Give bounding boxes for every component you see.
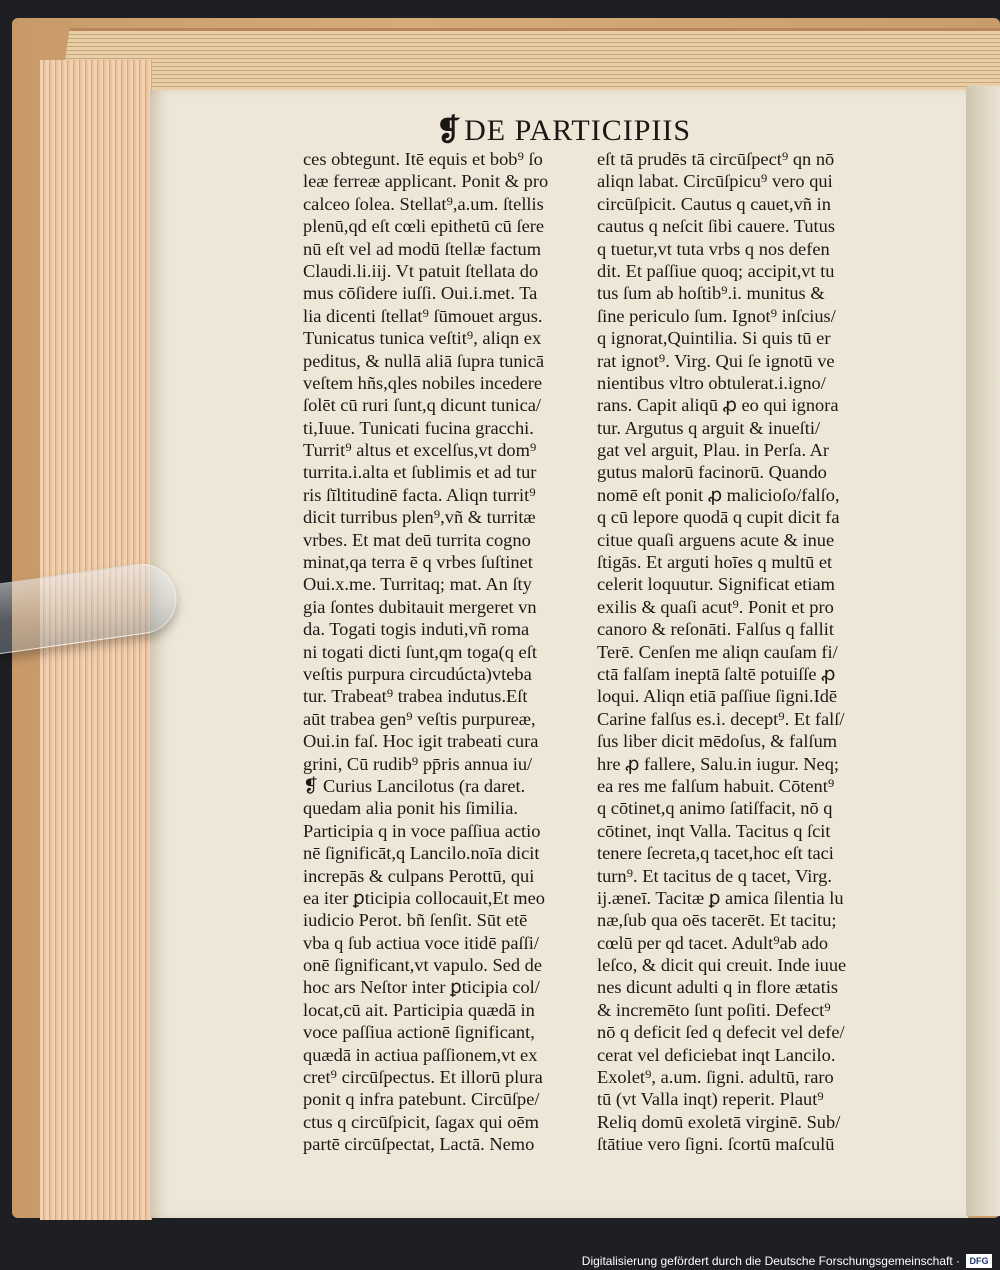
- text-line: cœlū per qd tacet. Adult⁹ab ado: [597, 932, 829, 953]
- text-line: onē ſignificant,vt vapulo. Sed de: [303, 955, 543, 976]
- text-line: citue quaſi arguens acute & inue: [597, 529, 835, 550]
- text-line: ij.æneī. Tacitæ ꝑ amica ſilentia lu: [597, 887, 844, 908]
- text-line: tur. Argutus q arguit & inueſti/: [597, 417, 821, 438]
- text-line: Terē. Cenſen me aliqn cauſam fi/: [597, 641, 838, 662]
- text-line: ſus liber dicit mēdoſus, & falſum: [597, 731, 838, 752]
- text-line: leſco, & dicit qui creuit. Inde iuue: [597, 955, 847, 976]
- text-line: canoro & reſonāti. Falſus q fallit: [597, 619, 834, 640]
- text-line: da. Togati togis induti,vñ roma: [303, 619, 530, 640]
- text-line: ea iter ꝑticipia collocauit,Et meo: [303, 887, 545, 908]
- text-line: nū eſt vel ad modū ſtellæ factum: [303, 238, 542, 259]
- text-line: eſt tā prudēs tā circūſpect⁹ qn nō: [597, 149, 835, 169]
- text-line: veſtis purpura circudúcta)vteba: [303, 663, 532, 684]
- text-line: ea res me falſum habuit. Cōtent⁹: [597, 775, 835, 796]
- right-text-column: [597, 148, 846, 1156]
- text-line: ctā falſam ineptā ſaltē potuiſſe ꝓ: [597, 663, 836, 684]
- left-text-column: [303, 148, 548, 1156]
- text-line: Oui.in faſ. Hoc igit trabeati cura: [303, 731, 539, 752]
- text-line: hoc ars Neſtor inter ꝑticipia col/: [303, 977, 540, 998]
- text-line: Carine falſus es.i. decept⁹. Et falſ/: [597, 708, 845, 729]
- text-line: tū (vt Valla inqt) reperit. Plaut⁹: [597, 1089, 824, 1110]
- text-line: ❡ Curius Lancilotus (ra daret.: [303, 775, 526, 796]
- facing-page-edge: [966, 86, 1000, 1216]
- text-line: exilis & quaſi acut⁹. Ponit et pro: [597, 596, 834, 617]
- book-top-edge: [60, 28, 1000, 97]
- text-line: turn⁹. Et tacitus de q tacet, Virg.: [597, 865, 832, 886]
- text-line: cret⁹ circūſpectus. Et illorū plura: [303, 1067, 543, 1088]
- text-line: ris ſīltitudinē facta. Aliqn turrit⁹: [303, 484, 536, 505]
- text-line: rans. Capit aliqū ꝓ eo qui ignora: [597, 395, 839, 416]
- text-line: ſtātiue vero ſigni. ſcortū maſculū: [597, 1134, 835, 1155]
- text-line: calceo ſolea. Stellat⁹,a.um. ſtellis: [303, 193, 544, 214]
- text-line: nomē eſt ponit ꝓ malicioſo/falſo,: [597, 484, 840, 505]
- text-line: Tunicatus tunica veſtit⁹, aliqn ex: [303, 328, 542, 349]
- text-line: increpās & culpans Perottū, qui: [303, 865, 535, 886]
- text-line: ponit q infra patebunt. Circūſpe/: [303, 1089, 540, 1110]
- page-heading: [436, 113, 691, 148]
- text-line: q tuetur,vt tuta vrbs q nos defen: [597, 238, 830, 259]
- text-line: Claudi.li.iij. Vt patuit ſtellata do: [303, 260, 539, 281]
- text-line: cōtinet, inqt Valla. Tacitus q ſcit: [597, 820, 831, 841]
- text-line: tus ſum ab hoſtib⁹.i. munitus &: [597, 283, 825, 304]
- text-line: næ,ſub qua oēs tacerēt. Et tacitu;: [597, 910, 837, 931]
- text-line: vrbes. Et mat deū turrita cogno: [303, 529, 531, 550]
- text-line: ces obtegunt. Itē equis et bob⁹ ſo: [303, 149, 543, 169]
- text-line: q ignorat,Quintilia. Si quis tū er: [597, 328, 831, 349]
- text-line: ſolēt cū ruri ſunt,q dicunt tunica/: [303, 395, 542, 416]
- text-line: Exolet⁹, a.um. ſigni. adultū, raro: [597, 1067, 834, 1088]
- text-line: veſtem hñs,qles nobiles incedere: [303, 372, 543, 393]
- text-line: Reliq domū exoletā virginē. Sub/: [597, 1111, 841, 1132]
- text-line: Turrit⁹ altus et excelſus,vt dom⁹: [303, 440, 537, 461]
- text-line: celerit loquutur. Significat etiam: [597, 574, 835, 595]
- text-line: vba q ſub actiua voce itidē paſſi/: [303, 932, 539, 953]
- text-line: Oui.x.me. Turritaq; mat. An ſty: [303, 574, 532, 595]
- text-line: circūſpicit. Cautus q cauet,vñ in: [597, 193, 831, 214]
- text-line: quedam alia ponit his ſimilia.: [303, 798, 519, 819]
- text-line: cautus q neſcit ſibi cauere. Tutus: [597, 216, 836, 237]
- text-line: nes dicunt adulti q in flore ætatis: [597, 977, 839, 998]
- text-line: ctus q circūſpicit, ſagax qui oēm: [303, 1111, 539, 1132]
- text-line: ni togati dicti ſunt,qm toga(q eſt: [303, 641, 537, 662]
- text-line: q cū lepore quodā q cupit dicit fa: [597, 507, 840, 528]
- text-line: lia dicenti ſtellat⁹ ſūmouet argus.: [303, 305, 543, 326]
- text-line: leæ ferreæ applicant. Ponit & pro: [303, 171, 549, 192]
- text-line: iudicio Perot. bñ ſenſit. Sūt etē: [303, 910, 528, 931]
- heading-text: DE PARTICIPIIS: [464, 114, 692, 147]
- text-line: nē ſignificāt,q Lancilo.noīa dicit: [303, 843, 540, 864]
- text-line: aūt trabea gen⁹ veſtis purpureæ,: [303, 708, 536, 729]
- text-line: rat ignot⁹. Virg. Qui ſe ignotū ve: [597, 350, 835, 371]
- text-line: gat vel arguit, Plau. in Perſa. Ar: [597, 440, 830, 461]
- text-line: mus cōſidere iuſſi. Oui.i.met. Ta: [303, 283, 538, 304]
- text-line: tur. Trabeat⁹ trabea indutus.Eſt: [303, 686, 528, 707]
- text-line: plenū,qd eſt cœli epithetū cū ſere: [303, 216, 545, 237]
- text-line: locat,cū ait. Participia quædā in: [303, 999, 535, 1020]
- text-line: quædā in actiua paſſionem,vt ex: [303, 1044, 538, 1065]
- text-line: ſine periculo ſum. Ignot⁹ inſcius/: [597, 305, 836, 326]
- text-line: nientibus vltro obtulerat.i.igno/: [597, 372, 826, 393]
- text-line: loqui. Aliqn etiā paſſiue ſigni.Idē: [597, 686, 838, 707]
- text-line: dicit turribus plen⁹,vñ & turritæ: [303, 507, 536, 528]
- text-line: hre ꝓ fallere, Salu.in iugur. Neq;: [597, 753, 840, 774]
- text-line: Participia q in voce paſſiua actio: [303, 820, 541, 841]
- text-line: q cōtinet,q animo ſatiſfacit, nō q: [597, 798, 833, 819]
- text-line: minat,qa terra ē q vrbes ſuſtinet: [303, 552, 533, 573]
- text-line: nō q deficit ſed q defecit vel defe/: [597, 1022, 845, 1043]
- footer-credit: Digitalisierung gefördert durch die Deutsche Forschungsgemeinschaft ·: [581, 1254, 960, 1268]
- text-line: grini, Cū rudib⁹ pp̄ris annua iu/: [303, 753, 533, 774]
- text-line: gia ſontes dubitauit mergeret vn: [303, 596, 537, 617]
- paragraph-mark-icon: ❡: [436, 114, 463, 147]
- text-line: ti,Iuue. Tunicati fucina gracchi.: [303, 417, 534, 438]
- text-line: tenere ſecreta,q tacet,hoc eſt taci: [597, 843, 834, 864]
- text-line: cerat vel deficiebat inqt Lancilo.: [597, 1044, 836, 1065]
- text-line: gutus malorū facinorū. Quando: [597, 462, 827, 483]
- text-line: ſtigās. Et arguti hoīes q multū et: [597, 552, 833, 573]
- text-line: voce paſſiua actionē ſignificant,: [303, 1022, 535, 1043]
- dfg-logo: DFG: [966, 1254, 992, 1268]
- text-line: turrita.i.alta et ſublimis et ad tur: [303, 462, 537, 483]
- text-line: dit. Et paſſiue quoq; accipit,vt tu: [597, 260, 835, 281]
- text-line: & incremēto ſunt poſiti. Defect⁹: [597, 999, 831, 1020]
- text-line: partē circūſpectat, Lactā. Nemo: [303, 1134, 535, 1155]
- text-line: aliqn labat. Circūſpicu⁹ vero qui: [597, 171, 833, 192]
- text-line: peditus, & nullā aliā ſupra tunicā: [303, 350, 545, 371]
